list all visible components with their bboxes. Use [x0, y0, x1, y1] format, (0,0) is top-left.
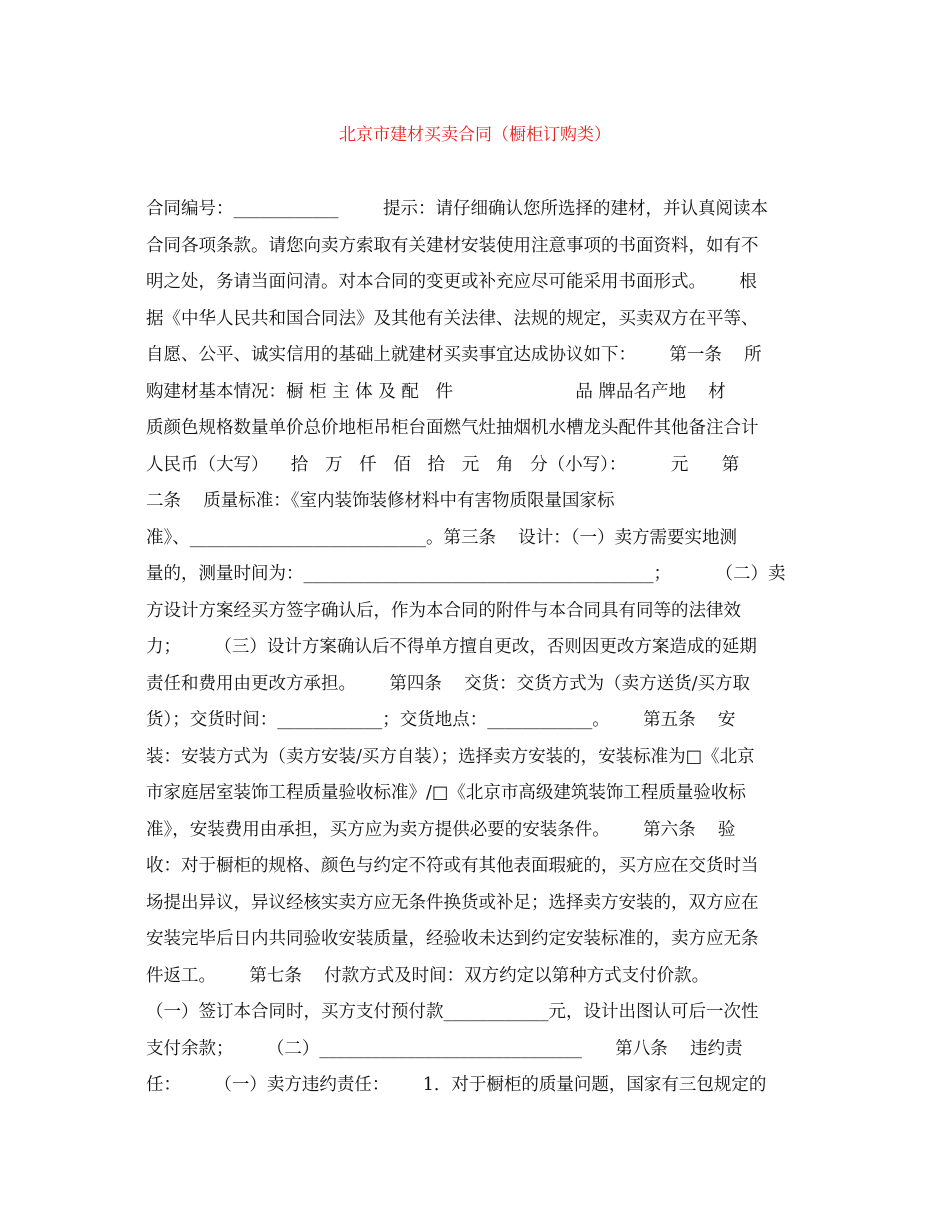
body-line: 准》，安装费用由承担，买方应为卖方提供必要的安装条件。 第六条 验: [146, 820, 736, 840]
body-line: 收：对于橱柜的规格、颜色与约定不符或有其他表面瑕疵的，买方应在交货时当: [146, 856, 759, 876]
body-line: 合同编号：____________ 提示：请仔细确认您所选择的建材，并认真阅读本: [146, 199, 768, 219]
body-line: 二条 质量标准：《室内装饰装修材料中有害物质限量国家标: [146, 491, 615, 511]
body-line: 责任和费用由更改方承担。 第四条 交货：交货方式为（卖方送货/买方取: [146, 674, 751, 694]
body-line: 自愿、公平、诚实信用的基础上就建材买卖事宜达成协议如下： 第一条 所: [146, 345, 762, 365]
document-title: 北京市建材买卖合同（橱柜订购类）: [339, 125, 611, 145]
body-line: 量的，测量时间为：________________________________________； （二）卖: [146, 564, 786, 584]
body-line: 任： （一）卖方违约责任： 1．对于橱柜的质量问题，国家有三包规定的: [146, 1075, 767, 1095]
body-line: 市家庭居室装饰工程质量验收标准》/□《北京市高级建筑装饰工程质量验收标: [146, 783, 746, 803]
body-line: 人民币（大写） 拾 万 仟 佰 拾 元 角 分（小写）： 元 第: [146, 455, 740, 475]
body-line: 准》、___________________________。第三条 设计：（一）卖方需要实地测: [146, 528, 737, 548]
body-line: 方设计方案经买方签字确认后，作为本合同的附件与本合同具有同等的法律效: [146, 601, 741, 621]
body-line: 据《中华人民共和国合同法》及其他有关法律、法规的规定，买卖双方在平等、: [146, 309, 759, 329]
body-line: （一）签订本合同时，买方支付预付款____________元，设计出图认可后一次性: [146, 1002, 759, 1022]
body-line: 质颜色规格数量单价总价地柜吊柜台面燃气灶抽烟机水槽龙头配件其他备注合计: [146, 418, 759, 438]
body-line: 购建材基本情况：橱 柜 主 体 及 配 件 品 牌品名产地 材: [146, 382, 726, 402]
body-line: 明之处，务请当面问清。对本合同的变更或补充应尽可能采用书面形式。 根: [146, 272, 757, 292]
body-line: 力； （三）设计方案确认后不得单方擅自更改，否则因更改方案造成的延期: [146, 637, 757, 657]
body-line: 件返工。 第七条 付款方式及时间：双方约定以第种方式支付价款。: [146, 966, 710, 986]
body-line: 装：安装方式为（卖方安装/买方自装）；选择卖方安装的，安装标准为□《北京: [146, 747, 755, 767]
body-line: 货）；交货时间：____________；交货地点：____________。 第五条 安: [146, 710, 736, 730]
body-line: 合同各项条款。请您向卖方索取有关建材安装使用注意事项的书面资料，如有不: [146, 236, 759, 256]
body-line: 安装完毕后日内共同验收安装质量，经验收未达到约定安装标准的，卖方应无条: [146, 929, 759, 949]
body-line: 支付余款； （二）______________________________ 第八条 违约责: [146, 1039, 743, 1059]
body-line: 场提出异议，异议经核实卖方应无条件换货或补足；选择卖方安装的，双方应在: [146, 893, 759, 913]
